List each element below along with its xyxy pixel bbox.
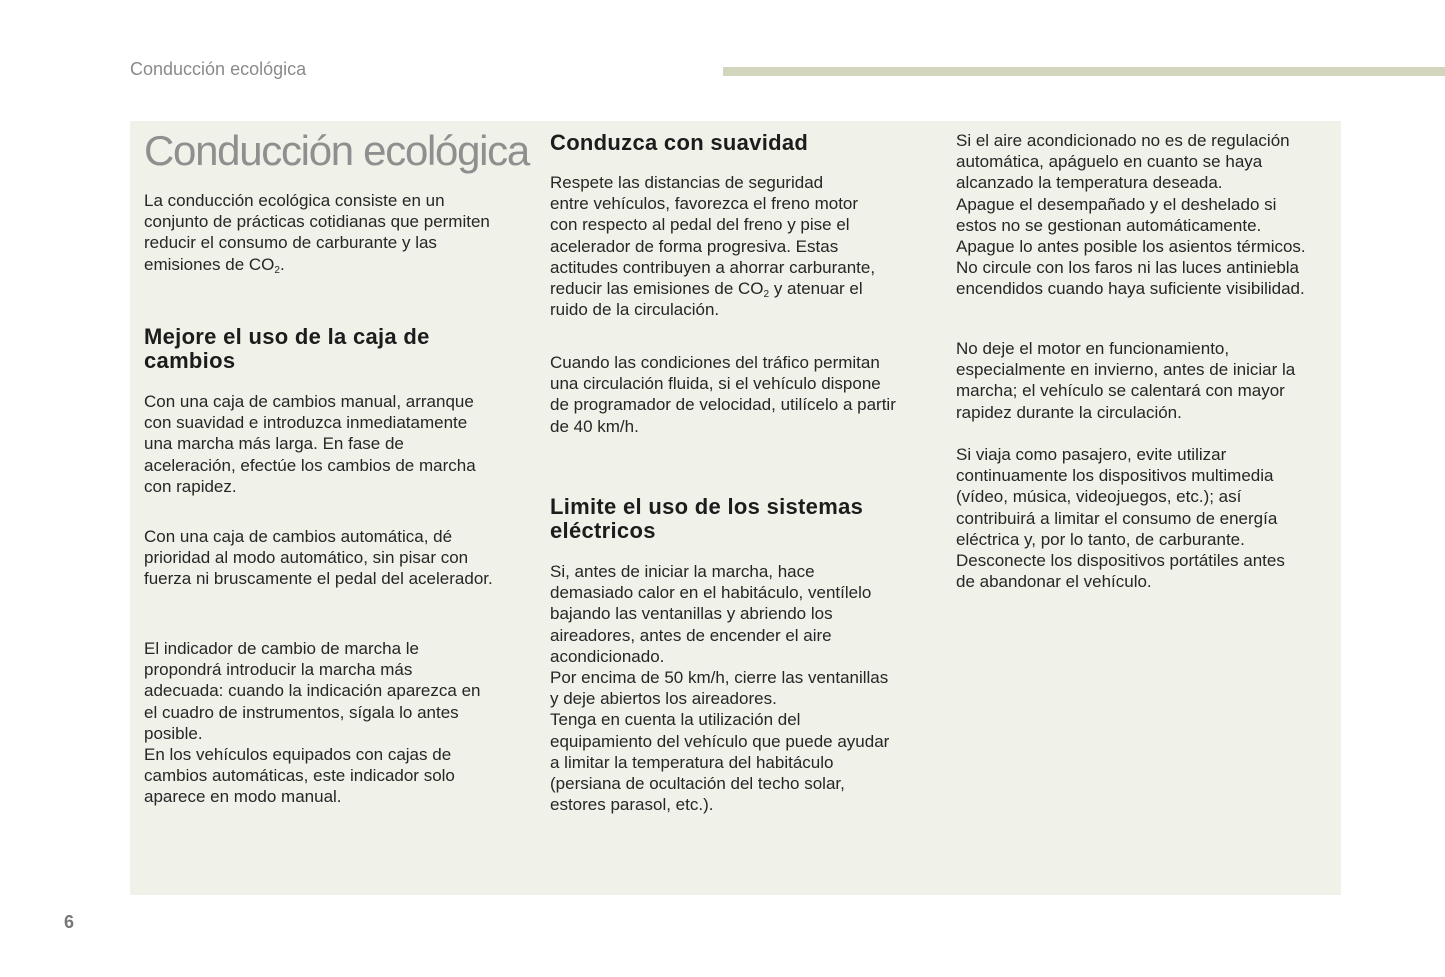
paragraph-gear-indicator: El indicador de cambio de marcha le propondrá introducir la marcha más adecuada: cuando la indicación aparezca en el cuadro de instrumentos, sígala lo antes posible. En los vehículos equipados con cajas de cambios automáticas, este indicador solo aparece en modo manual. (144, 639, 481, 807)
paragraph-engine-idle: No deje el motor en funcionamiento, especialmente en invierno, antes de iniciar la marcha; el vehículo se calentará con mayor rapidez durante la circulación. (956, 339, 1296, 422)
co2-subscript: 2 (274, 264, 280, 276)
paragraph-air-conditioning: Si el aire acondicionado no es de regulación automática, apáguelo en cuanto se haya alcanzado la temperatura deseada. Apague el desempañado y el deshelado si estos no se gestionan automáticamente. Apague lo antes posible los asientos térmicos. No circule con los faros ni las luces antiniebla encendidos cuando haya suficiente visibilidad. (956, 131, 1306, 299)
heading-electrical-systems: Limite el uso de los sistemas eléctricos (550, 494, 864, 543)
paragraph-manual-gearbox: Con una caja de cambios manual, arranque con suavidad e introduzca inmediatamente una marcha más larga. En fase de aceleración, efectúe los cambios de marcha con rapidez. (144, 392, 476, 496)
header-rule (723, 67, 1445, 76)
intro-paragraph: La conducción ecológica consiste en un conjunto de prácticas cotidianas que permiten reducir el consumo de carburante y las emisiones de $CO_2$. (144, 191, 490, 276)
paragraph-cruise-control: Cuando las condiciones del tráfico permitan una circulación fluida, si el vehículo dispone de programador de velocidad, utilícelo a partir de 40 km/h. (550, 353, 896, 436)
heading-smooth-driving: Conduzca con suavidad (550, 130, 809, 155)
paragraph-safety-distance: Respete las distancias de seguridad entre vehículos, favorezca el freno motor con respecto al pedal del freno y pise el acelerador de forma progresiva. Estas actitudes contribuyen a ahorrar carburante, reducir las emisiones de $CO_2$ y atenuar el ruido de la circulación. (550, 173, 876, 320)
running-header: Conducción ecológica (130, 59, 307, 79)
co2-subscript: 2 (763, 289, 770, 301)
page-title: Conducción ecológica (144, 127, 529, 174)
page-number: 6 (64, 912, 75, 932)
heading-gearbox: Mejore el uso de la caja de cambios (144, 324, 430, 373)
paragraph-electrical-systems: Si, antes de iniciar la marcha, hace demasiado calor en el habitáculo, ventílelo bajando las ventanillas y abriendo los aireadores, antes de encender el aire acondicionado. Por encima de 50 km/h, cierre las ventanillas y deje abiertos los aireadores. Tenga en cuenta la utilización del equipamiento del vehículo que puede ayudar a limitar la temperatura del habitáculo (persiana de ocultación del techo solar, estores parasol, etc.). (550, 562, 890, 815)
paragraph-automatic-gearbox: Con una caja de cambios automática, dé prioridad al modo automático, sin pisar con fuerza ni bruscamente el pedal del acelerador. (144, 527, 493, 589)
paragraph-passenger-devices: Si viaja como pasajero, evite utilizar continuamente los dispositivos multimedia (vídeo, música, videojuegos, etc.); así contribuirá a limitar el consumo de energía eléctrica y, por lo tanto, de carburante. Desconecte los dispositivos portátiles antes de abandonar el vehículo. (956, 445, 1285, 592)
content-panel (130, 121, 1341, 895)
